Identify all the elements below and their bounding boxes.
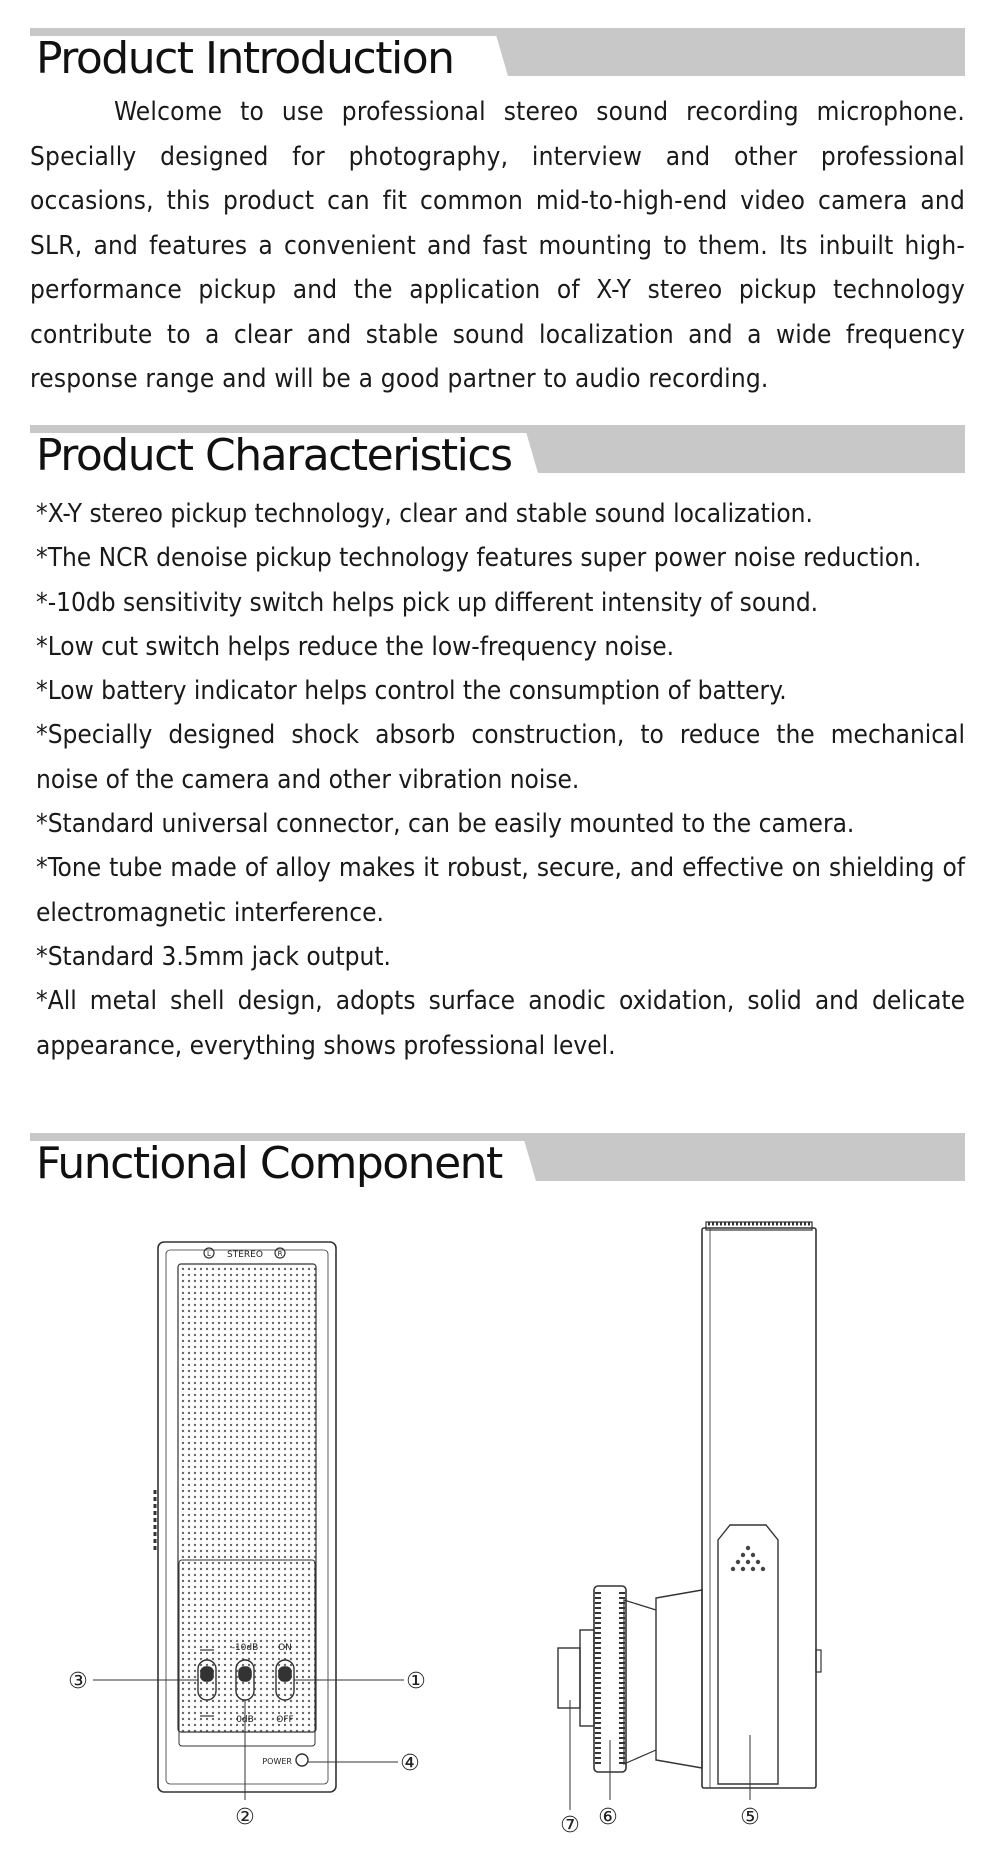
header-band <box>508 28 965 76</box>
characteristics-list <box>36 492 965 1068</box>
list-item: *X-Y stereo pickup technology, clear and stable sound localization. <box>36 499 813 529</box>
stereo-label: STEREO <box>227 1250 263 1260</box>
list-item: *-10db sensitivity switch helps pick up different intensity of sound. <box>36 587 819 618</box>
power-label: POWER <box>262 1757 292 1766</box>
left-mark: L <box>207 1250 211 1258</box>
callout-4: ④ <box>400 1751 420 1776</box>
list-item: *Specially designed shock absorb construction, to reduce the mechanical noise of the camera and other vibration noise. <box>36 720 965 795</box>
callout-3: ③ <box>68 1669 88 1694</box>
header-band <box>538 425 965 473</box>
microphone-diagram <box>0 1190 1000 1866</box>
intro-paragraph: Welcome to use professional stereo sound recording microphone. Specially designed for photography, interview and other professional occasions, this product can fit common mid-to-high-end video camera and SLR, and features a convenient and fast mounting to them. Its inbuilt high-performance pickup and the application of X-Y stereo pickup technology contribute to a clear and stable sound localization and a wide frequency response range and will be a good partner to audio recording. <box>30 97 965 394</box>
switch-0db-label: 0dB <box>236 1715 254 1725</box>
list-item: *All metal shell design, adopts surface anodic oxidation, solid and delicate appearance, everything shows professional level. <box>36 986 965 1061</box>
section-header-characteristics <box>30 425 965 497</box>
section-title: Functional Component <box>36 1138 502 1189</box>
list-item: *The NCR denoise pickup technology features super power noise reduction. <box>36 543 922 574</box>
switch-minus10-label: -10dB <box>231 1643 259 1653</box>
list-item: *Standard 3.5mm jack output. <box>36 941 391 972</box>
list-item: *Low cut switch helps reduce the low-frequency noise. <box>36 631 675 662</box>
side-view <box>558 1222 821 1810</box>
right-mark: R <box>277 1250 283 1258</box>
callout-6: ⑥ <box>598 1805 618 1830</box>
switch-on-label: ON <box>278 1643 292 1653</box>
side-view-labels <box>560 1805 760 1838</box>
list-item: *Low battery indicator helps control the consumption of battery. <box>36 676 787 707</box>
callout-2: ② <box>235 1805 255 1830</box>
callout-1: ① <box>406 1669 426 1694</box>
callout-5: ⑤ <box>740 1805 760 1830</box>
list-item: *Tone tube made of alloy makes it robust, secure, and effective on shielding of electromagnetic interference. <box>36 853 965 928</box>
header-band <box>536 1133 965 1181</box>
switch-off-label: OFF <box>276 1715 294 1725</box>
callout-7: ⑦ <box>560 1813 580 1838</box>
section-title: Product Characteristics <box>36 430 512 481</box>
list-item: *Standard universal connector, can be easily mounted to the camera. <box>36 809 855 840</box>
section-title: Product Introduction <box>36 33 454 84</box>
